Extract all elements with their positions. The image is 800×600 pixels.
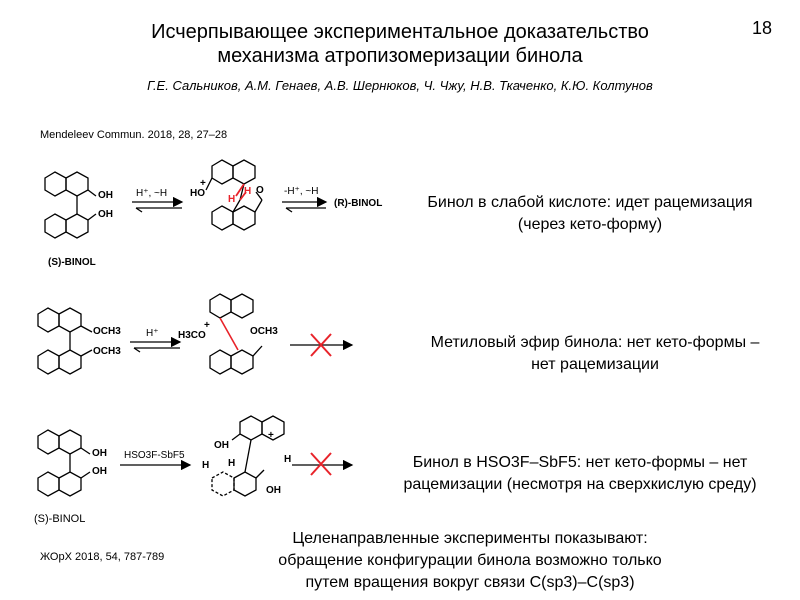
oh-label: OH <box>98 190 113 201</box>
o-label: O <box>256 185 264 196</box>
explanation-row2: Метиловый эфир бинола: нет кето-формы – нет рацемизации <box>430 334 760 373</box>
oh-label: OH <box>92 466 107 477</box>
binol-structure-row3 <box>38 430 90 496</box>
arrow-label-deprotonation: -H⁺, ~H <box>284 186 319 197</box>
methyl-ether-structure <box>38 308 92 374</box>
dication-structure <box>212 416 284 496</box>
s-binol-label: (S)-BINOL <box>48 257 96 268</box>
oh-label: OH <box>266 485 281 496</box>
oh-label: OH <box>98 209 113 220</box>
page-number: 18 <box>751 18 772 38</box>
blocked-cross-row3 <box>311 453 331 475</box>
slide-title-line2: механизма атропизомеризации бинола <box>217 45 583 67</box>
h3co-label: H3CO <box>178 330 206 341</box>
r-binol-label: (R)-BINOL <box>334 198 383 209</box>
h-label-red: H <box>244 186 252 197</box>
explanation-row3: Бинол в HSO3F–SbF5: нет кето-формы – нет рацемизации (несмотря на сверхкислую среду) <box>403 454 757 493</box>
oh-label: OH <box>92 448 107 459</box>
authors-line: Г.Е. Сальников, А.М. Генаев, А.В. Шернюков, Ч. Чжу, Н.В. Ткаченко, К.Ю. Колтунов <box>147 78 653 93</box>
och3-label: OCH3 <box>93 326 121 337</box>
ho-label: HO <box>190 188 205 199</box>
reference-mendeleev: Mendeleev Commun. 2018, 28, 27–28 <box>40 129 228 141</box>
h-label: H <box>202 460 210 471</box>
h-label: H <box>228 458 236 469</box>
h-label: H <box>284 454 292 465</box>
explanation-row1: Бинол в слабой кислоте: идет рацемизация (через кето-форму) <box>427 194 753 233</box>
conclusion-text: Целенаправленные эксперименты показывают: обращение конфигурации бинола возможно только путем вращения вокруг связи C(sp3)–C(sp3) <box>278 530 662 591</box>
slide-title-line1: Исчерпывающее экспериментальное доказательство <box>151 21 649 43</box>
s-binol-label: (S)-BINOL <box>34 513 86 525</box>
och3-label: OCH3 <box>250 326 278 337</box>
plus-charge: + <box>268 430 274 441</box>
plus-charge: + <box>204 320 210 331</box>
reference-zhorkh: ЖОрХ 2018, 54, 787-789 <box>40 551 165 563</box>
oh-label: OH <box>214 440 229 451</box>
binol-structure-row1 <box>45 172 96 238</box>
arrow-label-h-plus: H⁺ <box>146 328 159 339</box>
h-label-red: H <box>228 194 236 205</box>
arrow-label-superacid: HSO3F-SbF5 <box>124 450 185 461</box>
plus-charge: + <box>200 178 206 189</box>
arrow-label-acid: H⁺, ~H <box>136 188 168 199</box>
och3-label: OCH3 <box>93 346 121 357</box>
